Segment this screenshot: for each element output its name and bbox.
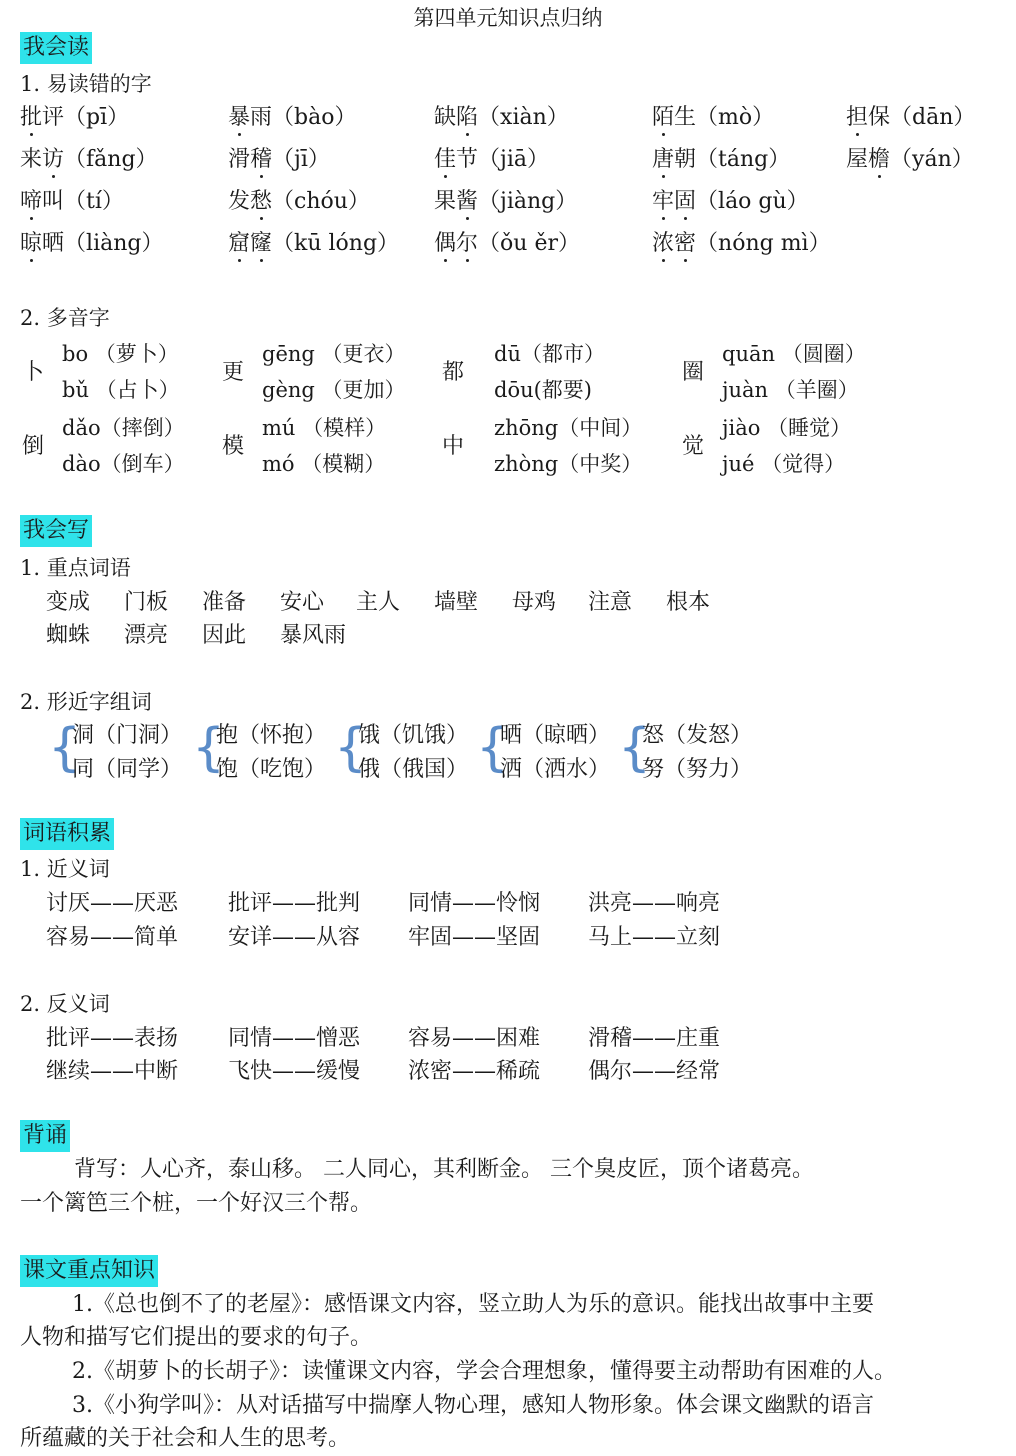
key-word: 变成: [46, 590, 91, 615]
easy-wrong-item: [652, 226, 831, 257]
easy-wrong-char: 生: [674, 105, 697, 130]
similar-word: 怒（发怒）: [642, 723, 753, 748]
easy-wrong-char: 朝: [674, 147, 697, 172]
polyphonic-reading: bǔ （占卜）: [62, 378, 180, 402]
easy-wrong-pinyin: （jiàng）: [478, 189, 578, 214]
easy-wrong-char: 发: [228, 189, 251, 214]
easy-wrong-char: 陌: [652, 100, 674, 131]
easy-wrong-char: 尔: [456, 226, 478, 257]
subsection-key-words: 1. 重点词语: [20, 556, 131, 580]
polyphonic-reading: dōu(都要): [494, 378, 592, 402]
polyphonic-char: 卜: [22, 360, 45, 385]
easy-wrong-item: [20, 100, 129, 131]
subsection-polyphonic: 2. 多音字: [20, 306, 110, 330]
similar-word: 晒（晾晒）: [500, 723, 611, 748]
easy-wrong-char: 晒: [42, 231, 65, 256]
easy-wrong-char: 窿: [250, 226, 272, 257]
similar-word: 同（同学）: [72, 757, 183, 782]
key-word: 根本: [666, 590, 711, 615]
easy-wrong-item: [20, 142, 158, 173]
lesson-point-3b: 所蕴藏的关于社会和人生的思考。: [20, 1426, 351, 1451]
similar-word: 洞（门洞）: [72, 723, 183, 748]
easy-wrong-char: 评: [42, 105, 65, 130]
recite-line-1: 背写：人心齐，泰山移。 二人同心，其利断金。 三个臭皮匠，顶个诸葛亮。: [74, 1157, 814, 1182]
synonym-pair: 批评——批判: [228, 891, 361, 916]
easy-wrong-char: 果: [434, 189, 457, 214]
antonym-pair: 同情——憎恶: [228, 1026, 361, 1051]
easy-wrong-item: [20, 226, 163, 257]
easy-wrong-pinyin: （liàng）: [64, 231, 164, 256]
easy-wrong-item: [20, 184, 124, 215]
polyphonic-reading: quān （圆圈）: [722, 342, 866, 366]
section-heading-lesson: 课文重点知识: [20, 1255, 158, 1287]
key-word: 因此: [202, 623, 247, 648]
easy-wrong-char: 酱: [456, 184, 478, 215]
section-heading-vocab: 词语积累: [20, 818, 114, 850]
easy-wrong-pinyin: （mò）: [696, 105, 775, 130]
easy-wrong-char: 稽: [250, 142, 272, 173]
brace-icon: {: [476, 718, 510, 778]
polyphonic-reading: dū（都市）: [494, 342, 605, 366]
easy-wrong-item: [228, 226, 399, 257]
polyphonic-reading: zhōng（中间）: [494, 416, 643, 440]
easy-wrong-char: 暴: [228, 100, 250, 131]
easy-wrong-char: 檐: [868, 142, 890, 173]
easy-wrong-pinyin: （chóu）: [272, 189, 370, 214]
brace-icon: {: [48, 718, 82, 778]
key-word: 蜘蛛: [46, 623, 91, 648]
easy-wrong-pinyin: （pī）: [64, 105, 130, 130]
lesson-point-1b: 人物和描写它们提出的要求的句子。: [20, 1325, 373, 1350]
polyphonic-reading: jué （觉得）: [722, 452, 846, 476]
easy-wrong-char: 滑: [228, 147, 251, 172]
polyphonic-reading: zhòng（中奖）: [494, 452, 643, 476]
polyphonic-reading: dào（倒车）: [62, 452, 185, 476]
easy-wrong-item: [228, 142, 330, 173]
page-title: 第四单元知识点归纳: [413, 6, 603, 30]
polyphonic-char: 倒: [22, 434, 45, 459]
brace-icon: {: [334, 718, 368, 778]
easy-wrong-pinyin: （jiā）: [478, 147, 550, 172]
easy-wrong-pinyin: （ǒu ěr）: [478, 231, 580, 256]
key-word: 注意: [588, 590, 633, 615]
easy-wrong-char: 佳: [434, 142, 456, 173]
easy-wrong-pinyin: （xiàn）: [478, 105, 569, 130]
synonym-pair: 牢固——坚固: [408, 925, 541, 950]
easy-wrong-char: 牢: [652, 184, 674, 215]
lesson-point-1a: 1.《总也倒不了的老屋》：感悟课文内容，竖立助人为乐的意识。能找出故事中主要: [72, 1292, 874, 1317]
easy-wrong-char: 雨: [250, 105, 273, 130]
antonym-pair: 偶尔——经常: [588, 1059, 721, 1084]
polyphonic-reading: juàn （羊圈）: [722, 378, 859, 402]
easy-wrong-char: 缺: [434, 105, 457, 130]
polyphonic-reading: dǎo（摔倒）: [62, 416, 185, 440]
easy-wrong-pinyin: （jī）: [272, 147, 330, 172]
synonym-pair: 讨厌——厌恶: [46, 891, 179, 916]
key-word: 准备: [202, 590, 247, 615]
easy-wrong-item: [434, 142, 549, 173]
antonym-pair: 批评——表扬: [46, 1026, 179, 1051]
polyphonic-char: 中: [442, 434, 465, 459]
section-heading-write: 我会写: [20, 515, 92, 547]
easy-wrong-item: [652, 142, 790, 173]
similar-word: 努（努力）: [642, 757, 753, 782]
brace-icon: {: [618, 718, 652, 778]
subsection-easy-wrong: 1. 易读错的字: [20, 72, 152, 96]
easy-wrong-char: 浓: [652, 226, 674, 257]
easy-wrong-pinyin: （tí）: [64, 189, 124, 214]
easy-wrong-item: [434, 100, 569, 131]
easy-wrong-item: [434, 184, 577, 215]
easy-wrong-char: 啼: [20, 184, 42, 215]
easy-wrong-char: 屋: [846, 147, 869, 172]
synonym-pair: 洪亮——响亮: [588, 891, 721, 916]
lesson-point-3a: 3.《小狗学叫》：从对话描写中揣摩人物心理，感知人物形象。体会课文幽默的语言: [72, 1393, 874, 1418]
easy-wrong-char: 保: [868, 105, 891, 130]
easy-wrong-char: 窟: [228, 226, 250, 257]
easy-wrong-char: 固: [674, 184, 696, 215]
antonym-pair: 继续——中断: [46, 1059, 179, 1084]
antonym-pair: 飞快——缓慢: [228, 1059, 361, 1084]
easy-wrong-pinyin: （dān）: [890, 105, 976, 130]
subsection-similar: 2. 形近字组词: [20, 690, 152, 714]
easy-wrong-pinyin: （bào）: [272, 105, 357, 130]
easy-wrong-char: 晾: [20, 226, 42, 257]
lesson-point-2: 2.《胡萝卜的长胡子》：读懂课文内容，学会合理想象，懂得要主动帮助有困难的人。: [72, 1359, 896, 1384]
section-heading-read: 我会读: [20, 32, 92, 64]
polyphonic-reading: bo （萝卜）: [62, 342, 179, 366]
easy-wrong-char: 陷: [456, 100, 478, 131]
easy-wrong-pinyin: （yán）: [890, 147, 974, 172]
polyphonic-reading: mó （模糊）: [262, 452, 386, 476]
easy-wrong-item: [228, 100, 356, 131]
easy-wrong-item: [846, 142, 974, 173]
antonym-pair: 滑稽——庄重: [588, 1026, 721, 1051]
key-word: 安心: [280, 590, 325, 615]
easy-wrong-pinyin: （láo gù）: [696, 189, 809, 214]
polyphonic-reading: mú （模样）: [262, 416, 387, 440]
easy-wrong-item: [434, 226, 580, 257]
easy-wrong-item: [228, 184, 370, 215]
subsection-antonyms: 2. 反义词: [20, 992, 110, 1016]
easy-wrong-char: 愁: [250, 184, 272, 215]
easy-wrong-item: [652, 100, 774, 131]
synonym-pair: 马上——立刻: [588, 925, 721, 950]
brace-icon: {: [192, 718, 226, 778]
easy-wrong-char: 来: [20, 147, 43, 172]
key-word: 墙壁: [434, 590, 479, 615]
easy-wrong-char: 偶: [434, 226, 456, 257]
similar-word: 抱（怀抱）: [216, 723, 327, 748]
similar-word: 饿（饥饿）: [358, 723, 469, 748]
easy-wrong-char: 担: [846, 100, 868, 131]
section-heading-recite: 背诵: [20, 1120, 70, 1152]
polyphonic-char: 模: [222, 434, 245, 459]
polyphonic-char: 圈: [682, 360, 705, 385]
key-word: 主人: [356, 590, 401, 615]
easy-wrong-char: 访: [42, 142, 64, 173]
polyphonic-reading: gēng （更衣）: [262, 342, 406, 366]
key-word: 母鸡: [512, 590, 557, 615]
easy-wrong-char: 批: [20, 100, 42, 131]
easy-wrong-pinyin: （kū lóng）: [272, 231, 400, 256]
easy-wrong-char: 节: [456, 147, 479, 172]
easy-wrong-pinyin: （táng）: [696, 147, 791, 172]
synonym-pair: 安详——从容: [228, 925, 361, 950]
easy-wrong-item: [652, 184, 809, 215]
key-word: 门板: [124, 590, 169, 615]
recite-line-2: 一个篱笆三个桩，一个好汉三个帮。: [20, 1191, 373, 1216]
polyphonic-char: 都: [442, 360, 465, 385]
key-word: 漂亮: [124, 623, 169, 648]
easy-wrong-pinyin: （fǎng）: [64, 147, 158, 172]
subsection-synonyms: 1. 近义词: [20, 857, 110, 881]
synonym-pair: 容易——简单: [46, 925, 179, 950]
polyphonic-char: 觉: [682, 434, 705, 459]
similar-word: 饱（吃饱）: [216, 757, 327, 782]
easy-wrong-char: 密: [674, 226, 696, 257]
easy-wrong-item: [846, 100, 975, 131]
polyphonic-reading: gèng （更加）: [262, 378, 406, 402]
easy-wrong-char: 唐: [652, 142, 674, 173]
antonym-pair: 容易——困难: [408, 1026, 541, 1051]
antonym-pair: 浓密——稀疏: [408, 1059, 541, 1084]
polyphonic-char: 更: [222, 360, 245, 385]
synonym-pair: 同情——怜悯: [408, 891, 541, 916]
key-word: 暴风雨: [280, 623, 347, 648]
similar-word: 洒（洒水）: [500, 757, 611, 782]
similar-word: 俄（俄国）: [358, 757, 469, 782]
polyphonic-reading: jiào （睡觉）: [722, 416, 852, 440]
easy-wrong-pinyin: （nóng mì）: [696, 231, 831, 256]
easy-wrong-char: 叫: [42, 189, 65, 214]
